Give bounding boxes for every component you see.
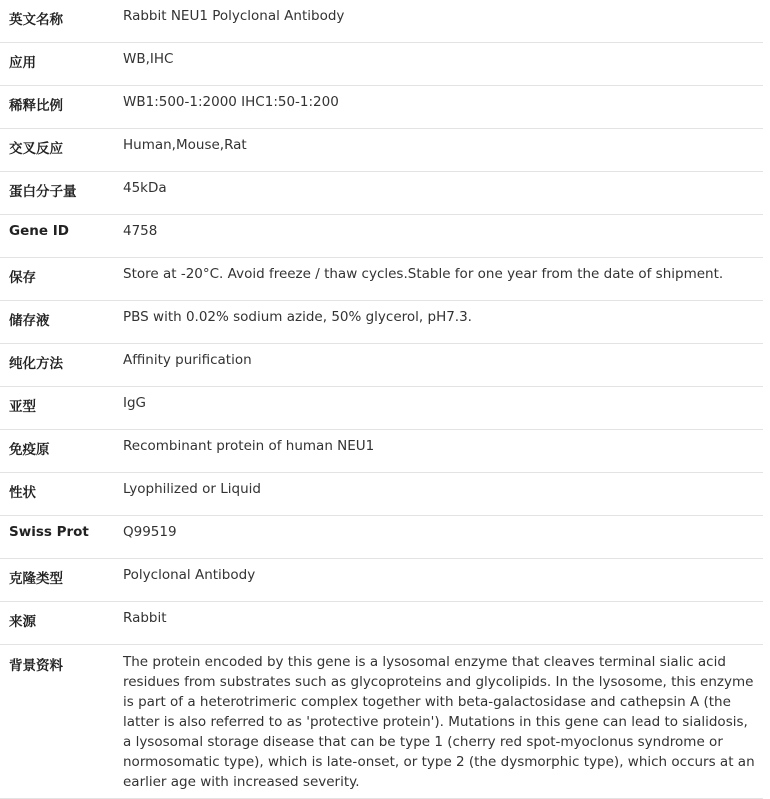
spec-value: Store at -20°C. Avoid freeze / thaw cycles.Stable for one year from the date of shipment. — [115, 258, 763, 301]
spec-value: Polyclonal Antibody — [115, 559, 763, 602]
spec-row-application — [0, 43, 763, 86]
spec-value: Recombinant protein of human NEU1 — [115, 430, 763, 473]
spec-value: IgG — [115, 387, 763, 430]
spec-row-form — [0, 473, 763, 516]
spec-row-swiss-prot — [0, 516, 763, 559]
spec-row-immunogen — [0, 430, 763, 473]
spec-label: 背景资料 — [0, 645, 115, 799]
spec-row-isotype — [0, 387, 763, 430]
spec-row-english-name — [0, 0, 763, 43]
spec-label: 纯化方法 — [0, 344, 115, 387]
spec-row-storage — [0, 258, 763, 301]
spec-value: WB1:500-1:2000 IHC1:50-1:200 — [115, 86, 763, 129]
spec-row-purification — [0, 344, 763, 387]
spec-row-dilution — [0, 86, 763, 129]
spec-value: 4758 — [115, 215, 763, 258]
spec-label: 蛋白分子量 — [0, 172, 115, 215]
spec-value: Rabbit NEU1 Polyclonal Antibody — [115, 0, 763, 43]
spec-row-storage-buffer — [0, 301, 763, 344]
spec-value-background: The protein encoded by this gene is a lysosomal enzyme that cleaves terminal sialic acid residues from substrates such as glycoproteins and glycolipids. In the lysosome, this enzyme is part of a heterotrimeric complex together with beta-galactosidase and cathepsin A (the latter is also referred to as 'protective protein'). Mutations in this gene can lead to sialidosis, a lysosomal storage disease that can be type 1 (cherry red spot-myoclonus syndrome or normosomatic type), which is late-onset, or type 2 (the dysmorphic type), which occurs at an earlier age with increased severity. — [115, 645, 763, 799]
spec-row-background — [0, 645, 763, 799]
spec-value: 45kDa — [115, 172, 763, 215]
spec-label: 储存液 — [0, 301, 115, 344]
spec-value: Rabbit — [115, 602, 763, 645]
spec-label: 应用 — [0, 43, 115, 86]
spec-value: Human,Mouse,Rat — [115, 129, 763, 172]
spec-row-clonality — [0, 559, 763, 602]
spec-row-host — [0, 602, 763, 645]
spec-value: Q99519 — [115, 516, 763, 559]
spec-label: 克隆类型 — [0, 559, 115, 602]
spec-label: 性状 — [0, 473, 115, 516]
spec-label: 英文名称 — [0, 0, 115, 43]
spec-label: 交叉反应 — [0, 129, 115, 172]
spec-label: 亚型 — [0, 387, 115, 430]
spec-label: 免疫原 — [0, 430, 115, 473]
spec-value: WB,IHC — [115, 43, 763, 86]
spec-value: Affinity purification — [115, 344, 763, 387]
spec-row-cross-reactivity — [0, 129, 763, 172]
spec-label: Swiss Prot — [0, 516, 115, 559]
spec-row-gene-id — [0, 215, 763, 258]
spec-label: 稀释比例 — [0, 86, 115, 129]
spec-row-molecular-weight — [0, 172, 763, 215]
spec-label: Gene ID — [0, 215, 115, 258]
spec-label: 来源 — [0, 602, 115, 645]
spec-value: Lyophilized or Liquid — [115, 473, 763, 516]
spec-label: 保存 — [0, 258, 115, 301]
spec-value: PBS with 0.02% sodium azide, 50% glycerol, pH7.3. — [115, 301, 763, 344]
